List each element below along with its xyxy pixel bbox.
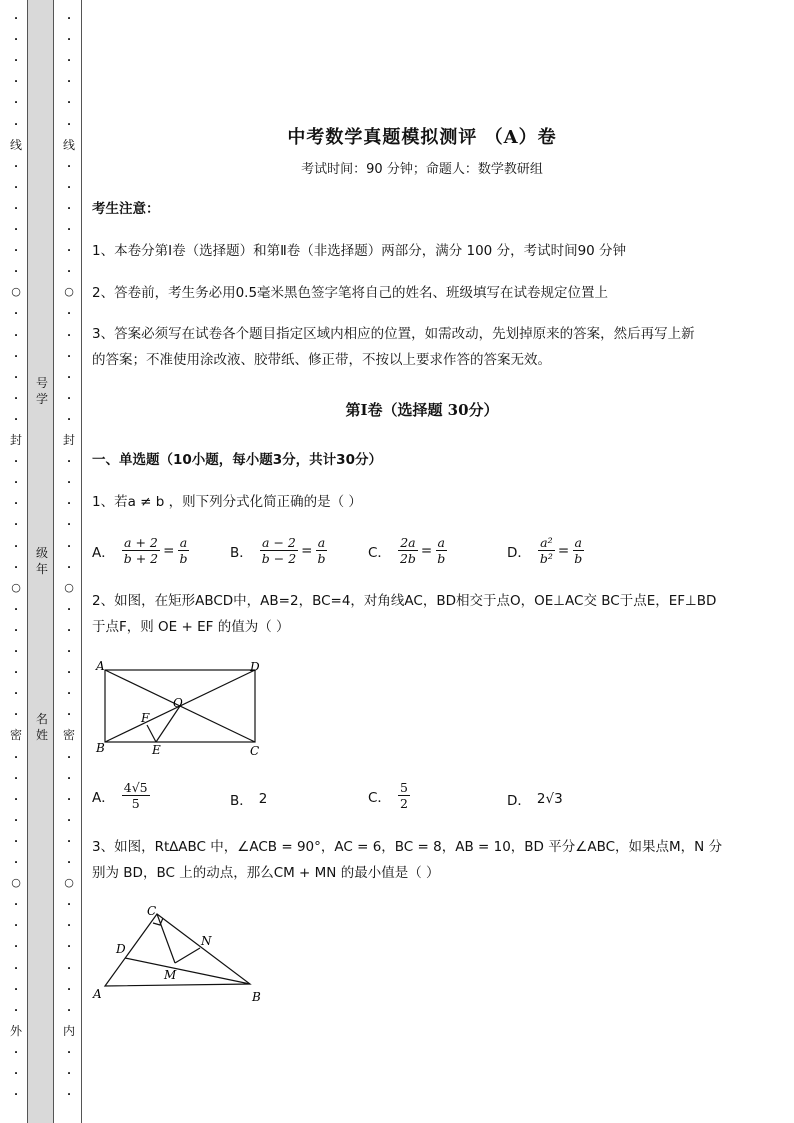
seal-dot: . (67, 644, 71, 655)
point-e-label: E (152, 743, 161, 757)
seal-circle-icon: ○ (11, 876, 21, 890)
seal-dot: . (67, 116, 71, 128)
question-1-option-a[interactable]: A． $\frac{a + 2}{b + 2}$ = $\frac{a}{b}$ (92, 535, 188, 566)
option-value: 2 (258, 791, 268, 807)
seal-dot: . (67, 53, 71, 65)
seal-dot: . (67, 559, 71, 571)
seal-dot: . (67, 601, 71, 613)
point-c-label: C (147, 904, 157, 918)
question-2-option-a[interactable] (92, 780, 151, 811)
question-2-option-b[interactable] (230, 789, 267, 809)
option-label: C． (368, 544, 391, 561)
seal-circle-icon: ○ (11, 285, 21, 299)
seal-dot: . (67, 918, 71, 930)
seal-label: 密 (9, 728, 22, 743)
option-fraction-left: $\frac{a + 2}{b + 2}$ (123, 535, 159, 566)
seal-dot: . (14, 939, 18, 951)
seal-dot: . (67, 348, 71, 360)
seal-dot: . (67, 749, 71, 761)
seal-dot: . (67, 981, 71, 993)
seal-label: 外 (9, 1023, 22, 1038)
question-3-stem-line-2: 别为 BD，BC 上的动点，那么CM + MN 的最小值是（ ） (92, 865, 440, 881)
seal-circle-icon: ○ (64, 285, 74, 299)
seal-dot: . (14, 411, 18, 423)
seal-dot: . (14, 1044, 18, 1056)
seal-dot: . (14, 601, 18, 613)
question-2-option-d[interactable] (507, 789, 563, 809)
seal-dot: . (67, 622, 71, 634)
question-1-option-b[interactable]: B． $\frac{a - 2}{b - 2}$ = $\frac{a}{b}$ (230, 535, 326, 566)
seal-dot: . (14, 390, 18, 402)
seal-label: 封 (9, 433, 22, 447)
section-title: 第Ⅰ卷（选择题 30分） (345, 401, 499, 419)
seal-dot: . (67, 243, 71, 255)
option-fraction-left: $\frac{\text{a²}}{\text{b²}}$ (539, 535, 553, 566)
seal-dot: . (14, 517, 18, 529)
seal-circle-icon: ○ (64, 876, 74, 890)
seal-dot: . (67, 74, 71, 86)
seal-dot: . (67, 95, 71, 107)
point-c-label: C (250, 744, 260, 758)
seal-dot: . (14, 179, 18, 191)
seal-dot: . (67, 686, 71, 698)
segment-ef (147, 725, 156, 742)
seal-circle-icon: ○ (64, 580, 74, 594)
seal-dot: . (67, 390, 71, 402)
binding-margin-line (81, 0, 82, 1123)
seal-dot: . (14, 243, 18, 255)
seal-dot: . (67, 222, 71, 233)
point-n-label: N (201, 934, 212, 948)
option-value: 2√3 (536, 791, 563, 807)
seal-dot: . (14, 686, 18, 698)
triangle-abc (105, 914, 250, 986)
seal-dot: . (14, 665, 18, 677)
point-m-label: M (164, 968, 177, 982)
seal-label: 线 (9, 137, 22, 152)
notice-item-1: 1、本卷分第Ⅰ卷（选择题）和第Ⅱ卷（非选择题）两部分，满分 100 分，考试时间90 分钟 (92, 243, 627, 259)
seal-dot: . (14, 74, 18, 86)
seal-dot: . (14, 95, 18, 107)
student-id-label: 号 学 (35, 376, 48, 406)
notice-item-3-line-1: 3、答案必须写在试卷各个题目指定区域内相应的位置，如需改动，先划掉原来的答案，然后再写上新 (92, 326, 695, 342)
seal-dot: . (67, 32, 71, 44)
name-label: 名 姓 (35, 712, 48, 742)
seal-dot: . (14, 559, 18, 571)
seal-dot: . (14, 454, 18, 466)
seal-dot: . (14, 348, 18, 360)
notice-item-3-line-2: 的答案；不准使用涂改液、胶带纸、修正带，不按以上要求作答的答案无效。 (92, 352, 551, 368)
seal-dot: . (67, 855, 71, 866)
seal-dot: . (14, 11, 18, 22)
option-fraction-right: $\frac{a}{b}$ (437, 535, 446, 566)
seal-dot: . (67, 665, 71, 677)
seal-dot: . (14, 833, 18, 845)
point-o-label: O (173, 696, 183, 710)
right-seal-line (61, 0, 77, 1123)
right-angle-mark (153, 918, 163, 925)
seal-dot: . (14, 369, 18, 381)
seal-dot: . (67, 11, 71, 22)
point-a-label: A (96, 659, 105, 673)
seal-dot: . (14, 622, 18, 634)
seal-dot: . (14, 327, 18, 339)
seal-dot: . (14, 496, 18, 508)
seal-dot: . (67, 812, 71, 824)
seal-dot: . (14, 538, 18, 550)
seal-dot: . (67, 939, 71, 951)
seal-dot: . (67, 538, 71, 550)
notice-item-2: 2、答卷前，考生务必用0.5毫米黑色签字笔将自己的姓名、班级填写在试卷规定位置上 (92, 285, 609, 301)
notice-heading: 考生注意： (92, 201, 160, 217)
seal-label: 密 (62, 728, 75, 743)
question-2-stem-line-1: 2、如图，在矩形ABCD中，AB=2，BC=4，对角线AC，BD相交于点O，OE⊥AC交 BC于点E，EF⊥BD (92, 593, 717, 609)
question-1-option-c[interactable]: C． $\frac{2a}{2b}$ = $\frac{a}{b}$ (368, 535, 446, 566)
option-fraction-right: $\frac{a}{b}$ (317, 535, 326, 566)
seal-dot: . (14, 475, 18, 487)
segment-bd (125, 958, 250, 984)
part-heading: 一、单选题（10小题，每小题3分，共计30分） (92, 452, 382, 468)
option-label: B． (230, 544, 253, 561)
point-d-label: D (116, 942, 126, 956)
seal-dot: . (14, 32, 18, 44)
seal-dot: . (14, 749, 18, 761)
point-f-label: F (141, 711, 150, 725)
seal-dot: . (67, 1002, 71, 1014)
seal-dot: . (67, 264, 71, 276)
question-1-option-d[interactable]: D． $\frac{\text{a²}}{\text{b²}}$ = $\frac{a}{b}$ (507, 535, 583, 566)
seal-dot: . (67, 158, 71, 170)
grade-label: 级 年 (35, 546, 48, 576)
seal-dot: . (67, 369, 71, 381)
exam-info: 考试时间：90 分钟；命题人：数学教研组 (301, 162, 543, 177)
seal-dot: . (67, 306, 71, 318)
page-title: 中考数学真题模拟测评 （A）卷 (287, 127, 557, 148)
option-fraction: $\frac{5}{2}$ (399, 780, 408, 811)
seal-dot: . (14, 855, 18, 866)
seal-dot: . (14, 707, 18, 719)
seal-dot: . (67, 475, 71, 487)
seal-dot: . (14, 200, 18, 212)
seal-dot: . (14, 770, 18, 782)
seal-dot: . (67, 960, 71, 972)
seal-dot: . (14, 812, 18, 824)
option-label: D． (507, 793, 531, 809)
option-fraction-left: $\frac{2a}{2b}$ (399, 535, 416, 566)
seal-dot: . (67, 833, 71, 845)
seal-dot: . (14, 1087, 18, 1099)
seal-dot: . (14, 644, 18, 655)
seal-dot: . (67, 200, 71, 212)
seal-dot: . (67, 770, 71, 782)
seal-dot: . (67, 327, 71, 339)
rectangle-abcd-figure (92, 655, 272, 760)
segment-mn (175, 948, 200, 963)
seal-dot: . (14, 158, 18, 170)
seal-dot: . (67, 791, 71, 803)
point-a-label: A (93, 987, 102, 1001)
seal-dot: . (67, 1087, 71, 1099)
seal-dot: . (67, 1066, 71, 1077)
question-1-stem: 1、若a ≠ b ，则下列分式化简正确的是（ ） (92, 494, 362, 510)
seal-dot: . (14, 306, 18, 318)
seal-dot: . (14, 981, 18, 993)
seal-dot: . (14, 1002, 18, 1014)
seal-dot: . (14, 116, 18, 128)
question-3-stem-line-1: 3、如图，Rt∆ABC 中，∠ACB = 90°，AC = 6，BC = 8，AB = 10，BD 平分∠ABC，如果点M，N 分 (92, 839, 723, 855)
seal-dot: . (67, 897, 71, 909)
triangle-abc-figure (92, 900, 272, 1008)
option-label: B． (230, 793, 253, 809)
seal-dot: . (14, 791, 18, 803)
option-label: C． (368, 789, 391, 806)
seal-dot: . (67, 517, 71, 529)
option-fraction-left: $\frac{a - 2}{b - 2}$ (261, 535, 297, 566)
seal-dot: . (14, 264, 18, 276)
option-fraction: $\frac{4√5}{5}$ (123, 780, 148, 811)
seal-dot: . (67, 496, 71, 508)
seal-dot: . (14, 53, 18, 65)
seal-label: 线 (62, 137, 75, 152)
question-2-option-c[interactable] (368, 780, 411, 811)
option-label: A． (92, 789, 115, 806)
seal-dot: . (14, 897, 18, 909)
seal-dot: . (14, 1066, 18, 1077)
question-2-stem-line-2: 于点F，则 OE + EF 的值为（ ） (92, 619, 290, 635)
point-b-label: B (252, 990, 261, 1004)
point-d-label: D (250, 660, 260, 674)
seal-dot: . (67, 179, 71, 191)
seal-label: 内 (62, 1023, 75, 1038)
seal-dot: . (67, 707, 71, 719)
option-fraction-right: $\frac{a}{b}$ (179, 535, 188, 566)
seal-dot: . (14, 960, 18, 972)
seal-label: 封 (62, 433, 75, 447)
seal-circle-icon: ○ (11, 580, 21, 594)
seal-dot: . (14, 222, 18, 233)
point-b-label: B (96, 741, 105, 755)
option-label: D． (507, 544, 531, 561)
option-label: A． (92, 544, 115, 561)
option-fraction-right: $\frac{a}{b}$ (574, 535, 583, 566)
seal-dot: . (67, 1044, 71, 1056)
seal-dot: . (14, 918, 18, 930)
seal-dot: . (67, 454, 71, 466)
left-seal-line (8, 0, 24, 1123)
seal-dot: . (67, 411, 71, 423)
